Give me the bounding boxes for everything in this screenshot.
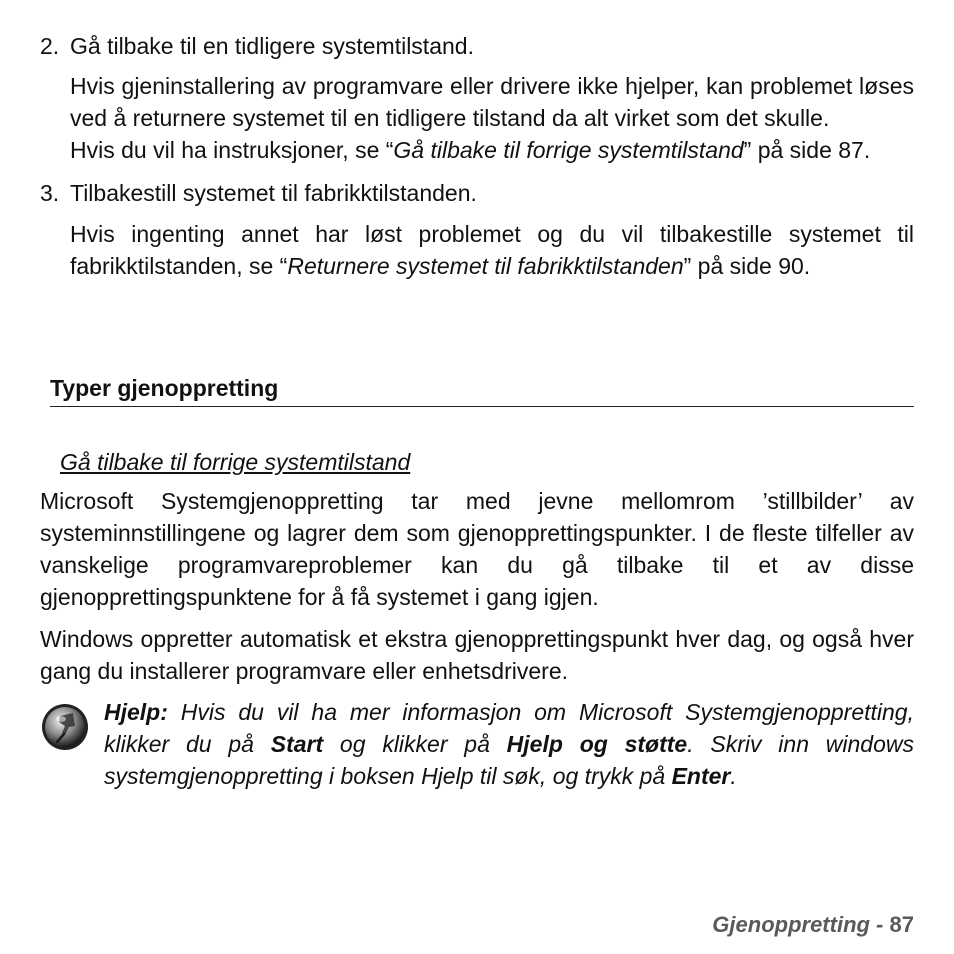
subsection-heading: Gå tilbake til forrige systemtilstand bbox=[60, 449, 411, 475]
step-2-reference: Hvis du vil ha instruksjoner, se “Gå tilbake til forrige systemtilstand” på side 87. bbox=[70, 137, 871, 163]
note-text: Hjelp: Hvis du vil ha mer informasjon om Microsoft Systemgjenoppretting, klikker du på Start og klikker på Hjelp og støtte. Skriv inn windows systemgjenoppretting i boksen Hjelp til søk, og trykk på Enter. bbox=[104, 699, 914, 789]
body-text bbox=[40, 485, 914, 687]
step-2-heading bbox=[40, 30, 914, 62]
step-2-paragraph: Hvis gjeninstallering av programvare eller drivere ikke hjelper, kan problemet løses ved å returnere systemet til en tidligere tilstand da alt virket som det skulle. bbox=[70, 73, 914, 131]
step-title: Tilbakestill systemet til fabrikktilstanden. bbox=[70, 180, 477, 206]
step-number: 3. bbox=[40, 180, 60, 206]
cross-reference-link[interactable]: Gå tilbake til forrige systemtilstand bbox=[393, 137, 744, 163]
help-and-support-term: Hjelp og støtte bbox=[506, 731, 688, 757]
step-number: 2. bbox=[40, 33, 60, 59]
start-term: Start bbox=[270, 731, 324, 757]
enter-key-term: Enter bbox=[671, 763, 731, 789]
page-number: 87 bbox=[889, 912, 914, 937]
step-3-heading bbox=[40, 177, 914, 209]
help-note bbox=[40, 696, 914, 792]
step-title: Gå tilbake til en tidligere systemtilstand. bbox=[70, 33, 474, 59]
cross-reference-link[interactable]: Returnere systemet til fabrikktilstanden bbox=[287, 253, 684, 279]
page-footer bbox=[712, 912, 914, 938]
section-heading: Typer gjenoppretting bbox=[50, 370, 914, 407]
pushpin-icon bbox=[40, 696, 104, 792]
step-3-paragraph: Hvis ingenting annet har løst problemet og du vil tilbakestille systemet til fabrikktilstanden, se “Returnere systemet til fabrikktilstanden” på side 90. bbox=[70, 221, 914, 279]
body-paragraph: Windows oppretter automatisk et ekstra gjenopprettingspunkt hver dag, og også hver gang du installerer programvare eller enhetsdrivere. bbox=[40, 626, 914, 684]
note-label: Hjelp: bbox=[104, 699, 168, 725]
footer-section: Gjenoppretting - bbox=[712, 912, 884, 937]
body-paragraph: Microsoft Systemgjenoppretting tar med jevne mellomrom ’stillbilder’ av systeminnstillingene og lagrer dem som gjenopprettingspunkter. I de fleste tilfeller av vanskelige programvareproblemer kan du gå tilbake til et av disse gjenopprettingspunktene for å få systemet i gang igjen. bbox=[40, 488, 914, 610]
page-content bbox=[40, 30, 914, 789]
